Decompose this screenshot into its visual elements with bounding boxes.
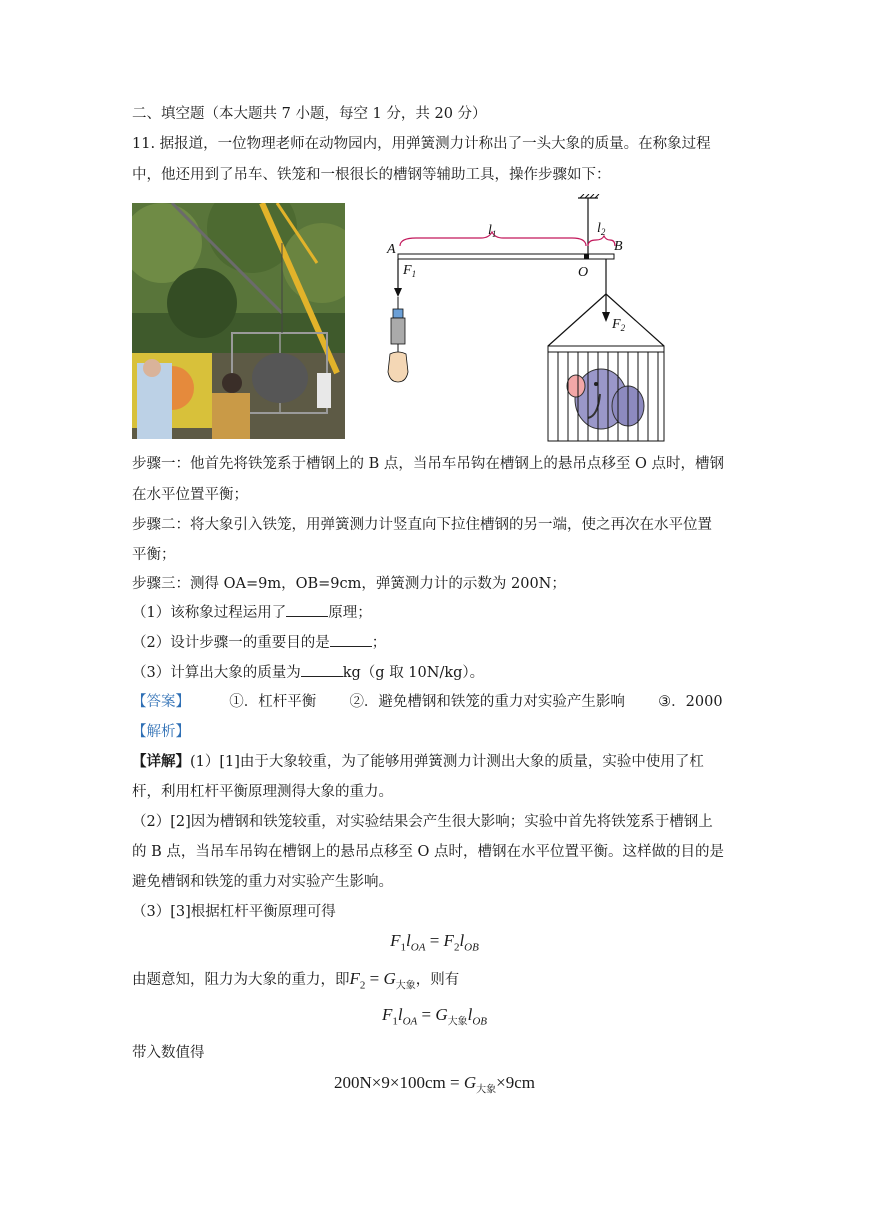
detail-line-8: 带入数值得 xyxy=(132,1045,205,1061)
answer-tag: 【答案】 xyxy=(132,694,190,710)
elephant-weighing-photo xyxy=(132,203,345,439)
subquestion-1: （1）该称象过程运用了 原理； xyxy=(132,605,372,621)
detail-line-4: 的 B 点，当吊车吊钩在槽钢上的悬吊点移至 O 点时，槽钢在水平位置平衡。这样做的目的是 xyxy=(132,844,724,860)
answer-3: ③．2000 xyxy=(658,694,723,710)
detail-line-7: 由题意知，阻力为大象的重力，即$F_2 = G_{大象}$，则有 xyxy=(132,969,460,992)
equation-numeric: $200N\times 9\times 100cm = G_{大象}\times 9cm$ xyxy=(334,1073,535,1096)
section-heading: 二、填空题（本大题共 7 小题，每空 1 分，共 20 分） xyxy=(132,106,487,122)
label-A: A xyxy=(387,242,396,257)
detail-line-2: 杆，利用杠杆平衡原理测得大象的重力。 xyxy=(132,784,393,800)
question-line-2: 中，他还用到了吊车、铁笼和一根很长的槽钢等辅助工具，操作步骤如下： xyxy=(132,167,611,183)
label-O: O xyxy=(578,265,589,280)
equation-lever-balance: $F_1l_{OA} = F_2l_{OB}$ xyxy=(390,931,479,954)
blank-3 xyxy=(301,664,343,677)
step-2-line-1: 步骤二：将大象引入铁笼，用弹簧测力计竖直向下拉住槽钢的另一端，使之再次在水平位置 xyxy=(132,517,712,533)
analysis-tag: 【解析】 xyxy=(132,724,190,740)
detail-line-3: （2）[2]因为槽钢和铁笼较重，对实验结果会产生很大影响；实验中首先将铁笼系于槽钢上 xyxy=(132,814,713,830)
step-1-line-2: 在水平位置平衡； xyxy=(132,487,248,503)
answer-line xyxy=(132,692,723,712)
step-1-line-1: 步骤一：他首先将铁笼系于槽钢上的 B 点，当吊车吊钩在槽钢上的悬吊点移至 O 点时，槽钢 xyxy=(132,456,724,472)
label-l1: $l_1$ xyxy=(488,223,497,239)
label-B: B xyxy=(614,239,623,254)
detail-line-1: 【详解】(1）[1]由于大象较重，为了能够用弹簧测力计测出大象的质量，实验中使用了杠 xyxy=(132,753,704,770)
step-2-line-2: 平衡； xyxy=(132,547,176,563)
answer-1: ①．杠杆平衡 xyxy=(229,694,317,710)
detail-tag: 【详解】 xyxy=(132,753,190,770)
blank-1 xyxy=(286,604,328,617)
subquestion-2: （2）设计步骤一的重要目的是 ； xyxy=(132,635,387,651)
answer-2: ②．避免槽钢和铁笼的重力对实验产生影响 xyxy=(349,694,625,710)
detail-line-5: 避免槽钢和铁笼的重力对实验产生影响。 xyxy=(132,874,393,890)
label-F1: $F_1$ xyxy=(403,263,417,279)
label-F2: $F_2$ xyxy=(612,317,626,333)
blank-2 xyxy=(330,634,372,647)
equation-substituted: $F_1l_{OA} = G_{大象}l_{OB}$ xyxy=(381,1005,488,1028)
lever-diagram xyxy=(376,194,670,444)
step-3: 步骤三：测得 OA=9m，OB=9cm，弹簧测力计的示数为 200N； xyxy=(132,576,566,592)
detail-line-6: （3）[3]根据杠杆平衡原理可得 xyxy=(132,904,336,920)
question-line-1: 11. 据报道，一位物理老师在动物园内，用弹簧测力计称出了一头大象的质量。在称象过程 xyxy=(132,136,711,152)
label-l2: $l_2$ xyxy=(597,221,606,237)
subquestion-3: （3）计算出大象的质量为 kg（g 取 10N/kg）。 xyxy=(132,665,485,681)
